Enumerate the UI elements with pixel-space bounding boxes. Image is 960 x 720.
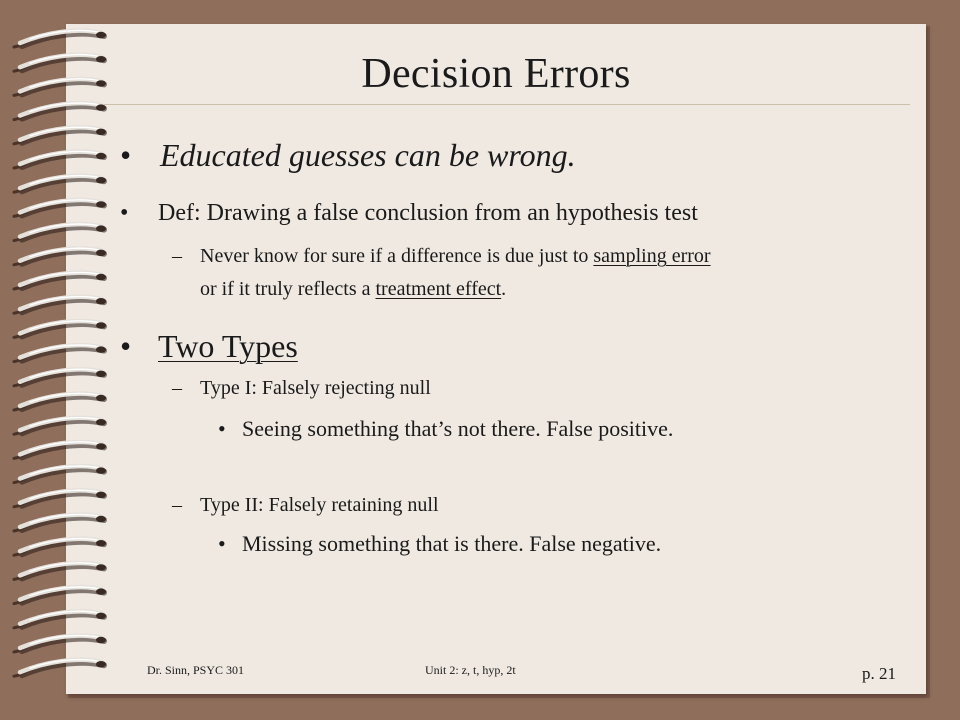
binding-ring bbox=[14, 345, 106, 362]
bullet-glyph: • bbox=[120, 200, 129, 226]
footer-unit: Unit 2: z, t, hyp, 2t bbox=[425, 663, 516, 677]
binding-ring bbox=[14, 635, 106, 652]
term-sampling-error: sampling error bbox=[593, 245, 711, 267]
binding-ring bbox=[14, 466, 106, 483]
binding-ring bbox=[14, 442, 106, 459]
binding-ring bbox=[14, 151, 106, 168]
binding-ring bbox=[14, 176, 106, 193]
binding-ring bbox=[14, 30, 106, 47]
text-segment: . bbox=[501, 278, 507, 300]
sub-bullet-text bbox=[200, 276, 506, 302]
binding-ring bbox=[14, 514, 106, 531]
slide-title: Decision Errors bbox=[361, 51, 631, 97]
binding-ring bbox=[14, 369, 106, 386]
binding-ring bbox=[14, 563, 106, 580]
binding-ring bbox=[14, 127, 106, 144]
text-segment: Never know for sure if a difference is due just to bbox=[200, 245, 594, 267]
term-treatment-effect: treatment effect bbox=[375, 278, 502, 300]
spiral-binding bbox=[0, 0, 130, 720]
binding-ring bbox=[14, 297, 106, 314]
dash-glyph: – bbox=[172, 377, 182, 399]
text-segment: or if it truly reflects a bbox=[200, 278, 376, 300]
binding-ring bbox=[14, 490, 106, 507]
binding-ring bbox=[14, 200, 106, 217]
binding-ring bbox=[14, 660, 106, 677]
binding-ring bbox=[14, 539, 106, 556]
bullet-glyph: • bbox=[218, 416, 226, 441]
binding-ring bbox=[14, 393, 106, 410]
binding-ring bbox=[14, 587, 106, 604]
page-number: p. 21 bbox=[862, 664, 896, 683]
binding-ring bbox=[14, 248, 106, 265]
dash-glyph: – bbox=[172, 494, 182, 516]
binding-ring bbox=[14, 611, 106, 628]
dash-glyph: – bbox=[172, 245, 182, 267]
binding-ring bbox=[14, 321, 106, 338]
sub-bullet-text bbox=[200, 243, 711, 269]
binding-ring bbox=[14, 224, 106, 241]
binding-ring bbox=[14, 272, 106, 289]
title-divider bbox=[104, 104, 910, 105]
bullet-text: Def: Drawing a false conclusion from an hypothesis test bbox=[158, 200, 698, 226]
footer-author: Dr. Sinn, PSYC 301 bbox=[147, 663, 245, 677]
bullet-glyph: • bbox=[120, 328, 132, 364]
bullet-text: Two Types bbox=[158, 328, 298, 364]
bullet-text: Educated guesses can be wrong. bbox=[160, 137, 576, 173]
binding-ring bbox=[14, 418, 106, 435]
bullet-glyph: • bbox=[120, 137, 132, 173]
bullet-glyph: • bbox=[218, 531, 226, 556]
binding-ring bbox=[14, 103, 106, 120]
sub-bullet-text: Type II: Falsely retaining null bbox=[200, 494, 439, 516]
detail-text: Missing something that is there. False negative. bbox=[242, 531, 662, 556]
detail-text: Seeing something that’s not there. False positive. bbox=[242, 416, 674, 441]
sub-bullet-text: Type I: Falsely rejecting null bbox=[200, 377, 431, 399]
